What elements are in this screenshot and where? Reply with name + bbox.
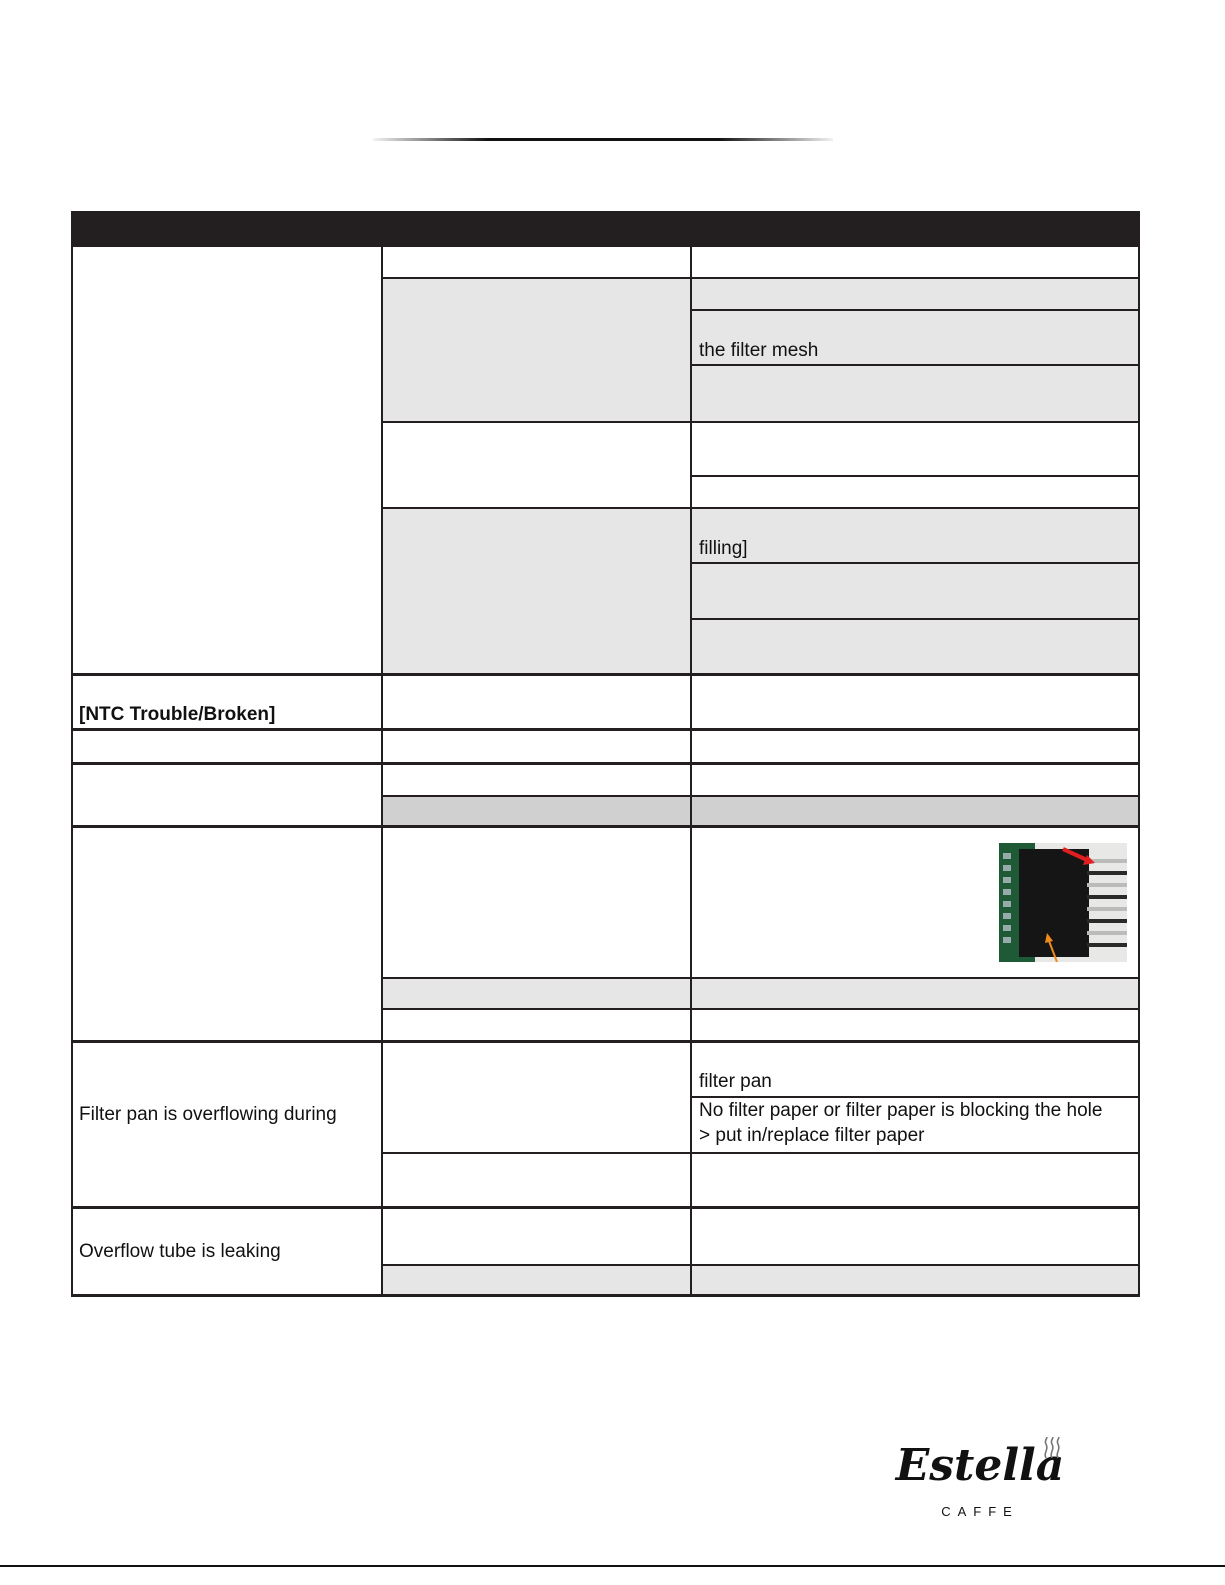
problem-cell — [71, 1209, 382, 1296]
solution-text: filling] — [699, 538, 748, 559]
solution-cell — [691, 1097, 1140, 1153]
solution-text: > put in/replace filter paper — [699, 1125, 925, 1146]
estella-caffe-logo — [880, 1436, 1080, 1526]
troubleshooting-table — [71, 211, 1140, 1297]
problem-cell — [71, 675, 382, 729]
problem-text: Overflow tube is leaking — [79, 1241, 281, 1262]
page-bottom-rule — [0, 1565, 1225, 1567]
problem-cell — [71, 1043, 382, 1209]
logo-subtitle: CAFFE — [941, 1504, 1019, 1519]
cause-solution-cell — [382, 796, 1140, 826]
solution-cell — [691, 508, 1140, 563]
solution-text: filter pan — [699, 1071, 772, 1092]
solution-text: No filter paper or filter paper is blocking the hole — [699, 1100, 1103, 1121]
cause-cell — [382, 278, 691, 422]
steam-icon — [1042, 1436, 1064, 1460]
cause-solution-cell — [382, 1265, 1140, 1296]
solution-cell — [691, 619, 1140, 673]
logo-wordmark: Estella — [895, 1440, 1065, 1491]
table-header — [71, 211, 1140, 247]
problem-text: Filter pan is overflowing during — [79, 1104, 337, 1125]
solution-cell — [691, 278, 1140, 310]
cause-solution-cell — [382, 978, 1140, 1009]
solution-cell — [691, 563, 1140, 619]
circuit-board-connector-photo — [999, 843, 1127, 962]
solution-cell — [691, 1043, 1140, 1097]
title-underline — [373, 138, 833, 141]
solution-cell — [691, 310, 1140, 365]
cause-cell — [382, 508, 691, 673]
problem-text: [NTC Trouble/Broken] — [79, 704, 276, 725]
solution-text: the filter mesh — [699, 340, 819, 361]
solution-cell — [691, 365, 1140, 422]
